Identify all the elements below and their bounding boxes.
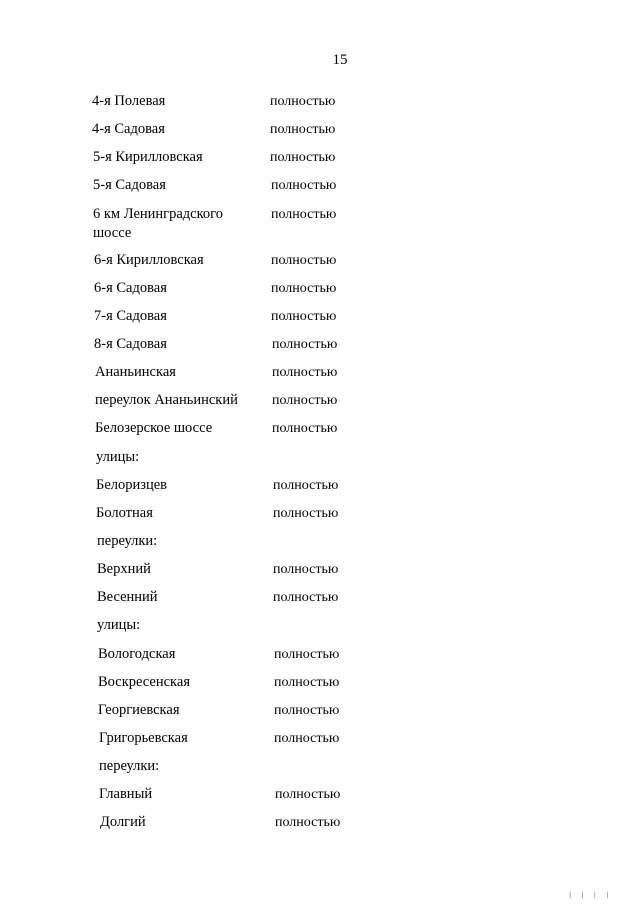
list-item <box>0 279 640 307</box>
list-item <box>0 476 640 504</box>
street-name: улицы: <box>96 448 140 465</box>
list-item <box>0 205 640 251</box>
coverage-status: полностью <box>274 730 340 746</box>
list-item <box>0 448 640 476</box>
coverage-status: полностью <box>274 646 340 662</box>
street-name: Весенний <box>97 589 158 606</box>
coverage-status: полностью <box>272 393 338 409</box>
street-name: переулки: <box>99 758 160 775</box>
street-list <box>0 92 640 842</box>
coverage-status: полностью <box>271 206 337 222</box>
list-item <box>0 92 640 120</box>
coverage-status: полностью <box>273 505 339 521</box>
street-name: 6-я Садовая <box>94 279 167 296</box>
street-name: 6-я Кирилловская <box>94 251 204 268</box>
coverage-status: полностью <box>271 178 337 194</box>
page-number: 15 <box>332 52 348 68</box>
street-name: Главный <box>99 786 153 803</box>
street-name: Белоризцев <box>96 476 168 493</box>
coverage-status: полностью <box>273 477 339 493</box>
street-name: Георгиевская <box>98 701 180 718</box>
coverage-status: полностью <box>273 562 339 578</box>
coverage-status: полностью <box>272 421 338 437</box>
street-name: улицы: <box>97 617 141 634</box>
list-item <box>0 307 640 335</box>
street-name: Болотная <box>96 504 153 521</box>
street-name: переулок Ананьинский <box>95 392 238 409</box>
coverage-status: полностью <box>271 252 337 268</box>
street-name: Долгий <box>100 814 146 831</box>
coverage-status: полностью <box>274 702 340 718</box>
list-item <box>0 813 640 841</box>
list-item <box>0 616 640 644</box>
list-item <box>0 504 640 532</box>
list-item <box>0 701 640 729</box>
coverage-status: полностью <box>274 674 340 690</box>
street-name: Белозерское шоссе <box>95 420 213 437</box>
footer-scan-marks: | | | | <box>568 892 612 900</box>
list-item <box>0 148 640 176</box>
street-name: Вологодская <box>98 645 176 662</box>
street-name: 5-я Кирилловская <box>93 149 203 166</box>
street-name: 7-я Садовая <box>94 307 167 324</box>
coverage-status: полностью <box>275 815 341 831</box>
coverage-status: полностью <box>271 280 337 296</box>
list-item <box>0 645 640 673</box>
street-name: 4-я Полевая <box>92 93 166 109</box>
list-item <box>0 335 640 363</box>
coverage-status: полностью <box>270 94 336 109</box>
list-item <box>0 588 640 616</box>
list-item <box>0 363 640 391</box>
list-item <box>0 391 640 419</box>
street-name: Григорьевская <box>99 729 188 746</box>
coverage-status: полностью <box>272 336 338 352</box>
street-name: 6 км Ленинградского шоссе <box>93 205 224 241</box>
list-item <box>0 419 640 447</box>
coverage-status: полностью <box>270 150 336 166</box>
coverage-status: полностью <box>273 590 339 606</box>
street-name: 5-я Садовая <box>93 177 166 194</box>
list-item <box>0 673 640 701</box>
coverage-status: полностью <box>275 787 341 803</box>
street-name: Воскресенская <box>98 673 190 690</box>
list-item <box>0 176 640 204</box>
street-name: 8-я Садовая <box>94 335 167 352</box>
list-item <box>0 729 640 757</box>
coverage-status: полностью <box>272 365 338 381</box>
list-item <box>0 560 640 588</box>
list-item <box>0 757 640 785</box>
coverage-status: полностью <box>271 308 337 324</box>
list-item <box>0 532 640 560</box>
list-item <box>0 251 640 279</box>
list-item <box>0 785 640 813</box>
street-name: Ананьинская <box>95 364 176 381</box>
coverage-status: полностью <box>270 122 336 138</box>
street-name: переулки: <box>97 532 158 549</box>
street-name: 4-я Садовая <box>92 121 165 138</box>
list-item <box>0 120 640 148</box>
street-name: Верхний <box>97 561 151 578</box>
